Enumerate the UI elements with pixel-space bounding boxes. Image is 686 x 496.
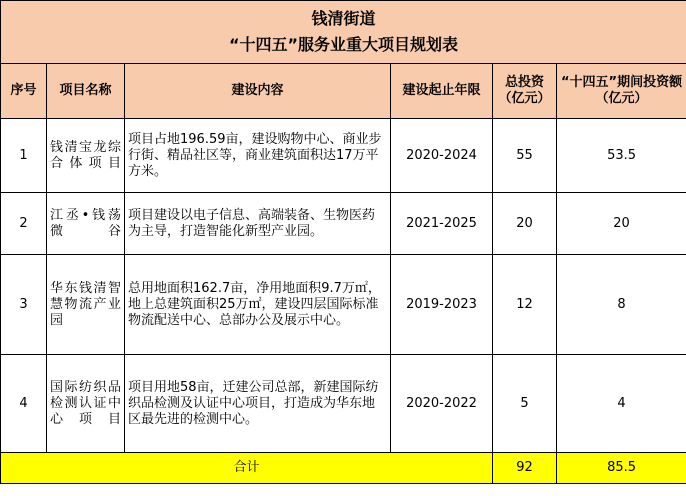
title-line-2: “十四五”服务业重大项目规划表 (229, 35, 459, 54)
cell-content: 项目占地196.59亩，建设购物中心、商业步行街、精品社区等，商业建筑面积达17万平方米。 (125, 119, 391, 193)
header-total: 总投资（亿元） (493, 64, 557, 119)
cell-plan: 4 (557, 355, 686, 453)
cell-content: 项目建设以电子信息、高端装备、生物医药为主导，打造智能化新型产业园。 (125, 193, 391, 255)
cell-name: 华东钱清智慧物流产业园 (47, 255, 125, 355)
table-row (1, 119, 686, 193)
cell-plan: 20 (557, 193, 686, 255)
total-label: 合计 (1, 453, 493, 484)
cell-name: 江丞•钱荡微谷 (47, 193, 125, 255)
table-row (1, 355, 686, 453)
total-plan: 85.5 (557, 453, 686, 484)
cell-plan: 53.5 (557, 119, 686, 193)
header-row (1, 64, 686, 119)
header-seq: 序号 (1, 64, 47, 119)
cell-total: 55 (493, 119, 557, 193)
total-investment: 92 (493, 453, 557, 484)
cell-name: 国际纺织品检测认证中心项目 (47, 355, 125, 453)
table-row (1, 255, 686, 355)
cell-period: 2021-2025 (391, 193, 493, 255)
table-row (1, 193, 686, 255)
table-title (1, 1, 686, 64)
header-name: 项目名称 (47, 64, 125, 119)
cell-seq: 1 (1, 119, 47, 193)
title-line-1: 钱清街道 (311, 9, 376, 28)
total-row (1, 453, 686, 484)
cell-period: 2019-2023 (391, 255, 493, 355)
header-period: 建设起止年限 (391, 64, 493, 119)
cell-period: 2020-2024 (391, 119, 493, 193)
header-content: 建设内容 (125, 64, 391, 119)
cell-period: 2020-2022 (391, 355, 493, 453)
cell-total: 20 (493, 193, 557, 255)
cell-total: 5 (493, 355, 557, 453)
cell-content: 总用地面积162.7亩，净用地面积9.7万㎡，地上总建筑面积25万㎡，建设四层国际标准物流配送中心、总部办公及展示中心。 (125, 255, 391, 355)
cell-content: 项目用地58亩，迁建公司总部，新建国际纺织品检测及认证中心项目，打造成为华东地区最先进的检测中心。 (125, 355, 391, 453)
cell-plan: 8 (557, 255, 686, 355)
cell-seq: 4 (1, 355, 47, 453)
cell-name: 钱清宝龙综合体项目 (47, 119, 125, 193)
title-row (1, 1, 686, 64)
cell-total: 12 (493, 255, 557, 355)
cell-seq: 3 (1, 255, 47, 355)
cell-seq: 2 (1, 193, 47, 255)
header-plan: “十四五”期间投资额（亿元） (557, 64, 686, 119)
